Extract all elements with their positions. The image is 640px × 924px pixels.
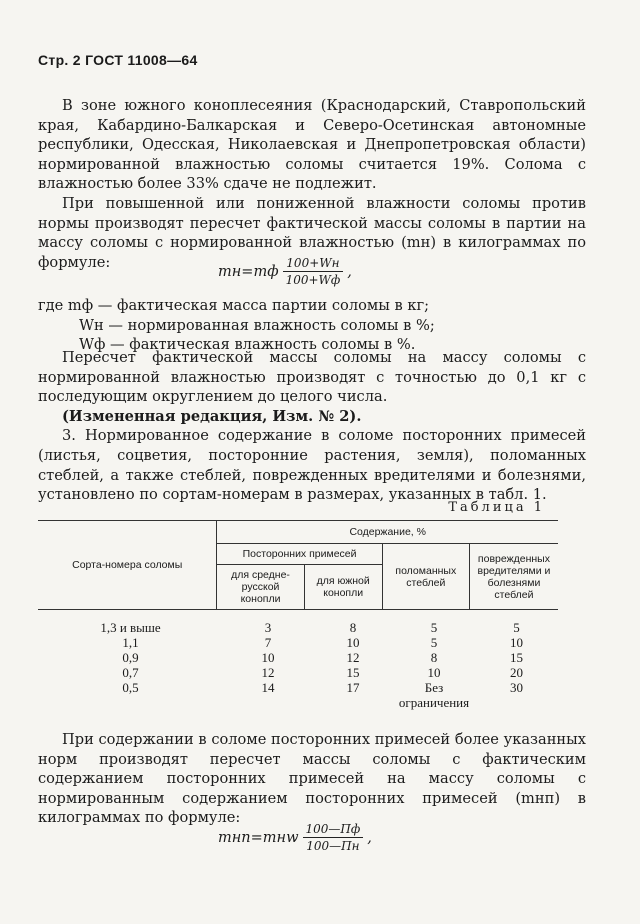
cell-damaged: 30 [510, 680, 523, 695]
cell-south: 15 [346, 665, 360, 680]
text-block-middle [38, 348, 586, 505]
formula1-lhs: mн=mф [218, 263, 279, 280]
cell-broken: 5 [430, 620, 438, 635]
formula1-numerator: 100+Wн [283, 256, 342, 272]
cell-south: 17 [346, 680, 360, 695]
paragraph-impurities-recalc: При содержании в соломе посторонних примесей более указанных норм производят пересчет массы соломы с фактическим содержанием посторонних примесей на массу соломы с нормированным содержанием посторонних примесей (mнп) в килограммах по формуле: [38, 731, 586, 827]
cell-damaged: 10 [510, 635, 523, 650]
text-block-top [38, 96, 586, 272]
definitions-block [38, 296, 586, 355]
formula2-denominator: 100—Пн [306, 839, 360, 853]
formula-mass-humidity [218, 256, 352, 287]
formula1-denominator: 100+Wф [285, 273, 341, 287]
formula2-lhs: mнп=mнw [218, 829, 299, 846]
paragraph-3: 3. Нормированное содержание в соломе посторонних примесей (листья, соцветия, посторонние растения, земля), поломанных стеблей, а также стеблей, поврежденных вредителями и болезнями, установлено по сортам-номерам в размерах, указанных в табл. 1. [38, 427, 586, 504]
paragraph-recalc-precision: Пересчет фактической массы соломы на массу соломы с нормированной влажностью производят с точностью до 0,1 кг с последующим округлением до целого числа. [38, 349, 586, 406]
cell-damaged: 20 [510, 665, 523, 680]
cell-central: 3 [264, 620, 272, 635]
cell-south: 8 [349, 620, 357, 635]
cell-south: 10 [346, 635, 360, 650]
cell-damaged: 5 [513, 620, 520, 635]
formula2-fraction [303, 822, 364, 853]
definition-mf: где mф — фактическая масса партии соломы в кг; [38, 297, 430, 314]
formula1-tail: , [347, 263, 352, 280]
cell-central: 12 [261, 665, 275, 680]
page-header: Стр. 2 ГОСТ 11008—64 [38, 52, 198, 68]
cell-grade: 0,7 [122, 665, 139, 680]
edition-note: (Измененная редакция, Изм. № 2). [62, 407, 362, 425]
definition-wn: Wн — нормированная влажность соломы в %; [79, 316, 435, 334]
cell-broken: 5 [430, 635, 438, 650]
table-row [38, 620, 558, 635]
table-1-body [38, 620, 558, 710]
cell-central: 7 [264, 635, 272, 650]
table-row [38, 680, 558, 710]
cell-central: 14 [261, 680, 275, 695]
formula2-numerator: 100—Пф [303, 822, 364, 838]
cell-grade: 1,1 [122, 635, 139, 650]
cell-grade: 0,5 [122, 680, 139, 695]
paragraph-humidity-recalc: При повышенной или пониженной влажности соломы против нормы производят пересчет фактической массы соломы в партии на массу соломы с нормированной влажностью (mн) в килограммах по формуле: [38, 194, 586, 271]
cell-damaged: 15 [510, 650, 523, 665]
definition-wf: Wф — фактическая влажность соломы в %. [79, 336, 416, 354]
th-content: Содержание, % [217, 521, 558, 544]
th-grade: Сорта-номера соломы [38, 521, 217, 610]
th-impurities: Посторонних примесей [217, 544, 382, 565]
table-row [38, 665, 558, 680]
th-broken: поломанных стеблей [382, 544, 469, 610]
table-caption: Таблица 1 [448, 500, 545, 515]
formula2-tail: , [367, 829, 372, 846]
table-row [38, 635, 558, 650]
cell-central: 10 [261, 650, 275, 665]
cell-broken: 8 [430, 650, 438, 665]
table-row [38, 650, 558, 665]
cell-grade: 1,3 и выше [100, 620, 161, 635]
th-central: для средне-русской конопли [217, 565, 304, 610]
table-1-header [38, 520, 558, 610]
cell-broken: Без ограничения [398, 680, 470, 710]
paragraph-southern-zone: В зоне южного коноплесеяния (Краснодарский, Ставропольский края, Кабардино-Балкарская и Северо-Осетинская автономные республики, Одесская, Николаевская и Днепропетровская области) нормированной влажностью соломы считается 19%. Солома с влажностью более 33% сдаче не подлежит. [38, 97, 586, 193]
th-south: для южной конопли [304, 565, 382, 610]
formula1-fraction [283, 256, 344, 287]
cell-broken: 10 [427, 665, 441, 680]
formula-mass-impurities [218, 822, 372, 853]
cell-grade: 0,9 [122, 650, 139, 665]
cell-south: 12 [346, 650, 360, 665]
th-damaged: поврежденных вредителями и болезнями стеблей [469, 544, 558, 610]
text-block-bottom [38, 730, 586, 828]
